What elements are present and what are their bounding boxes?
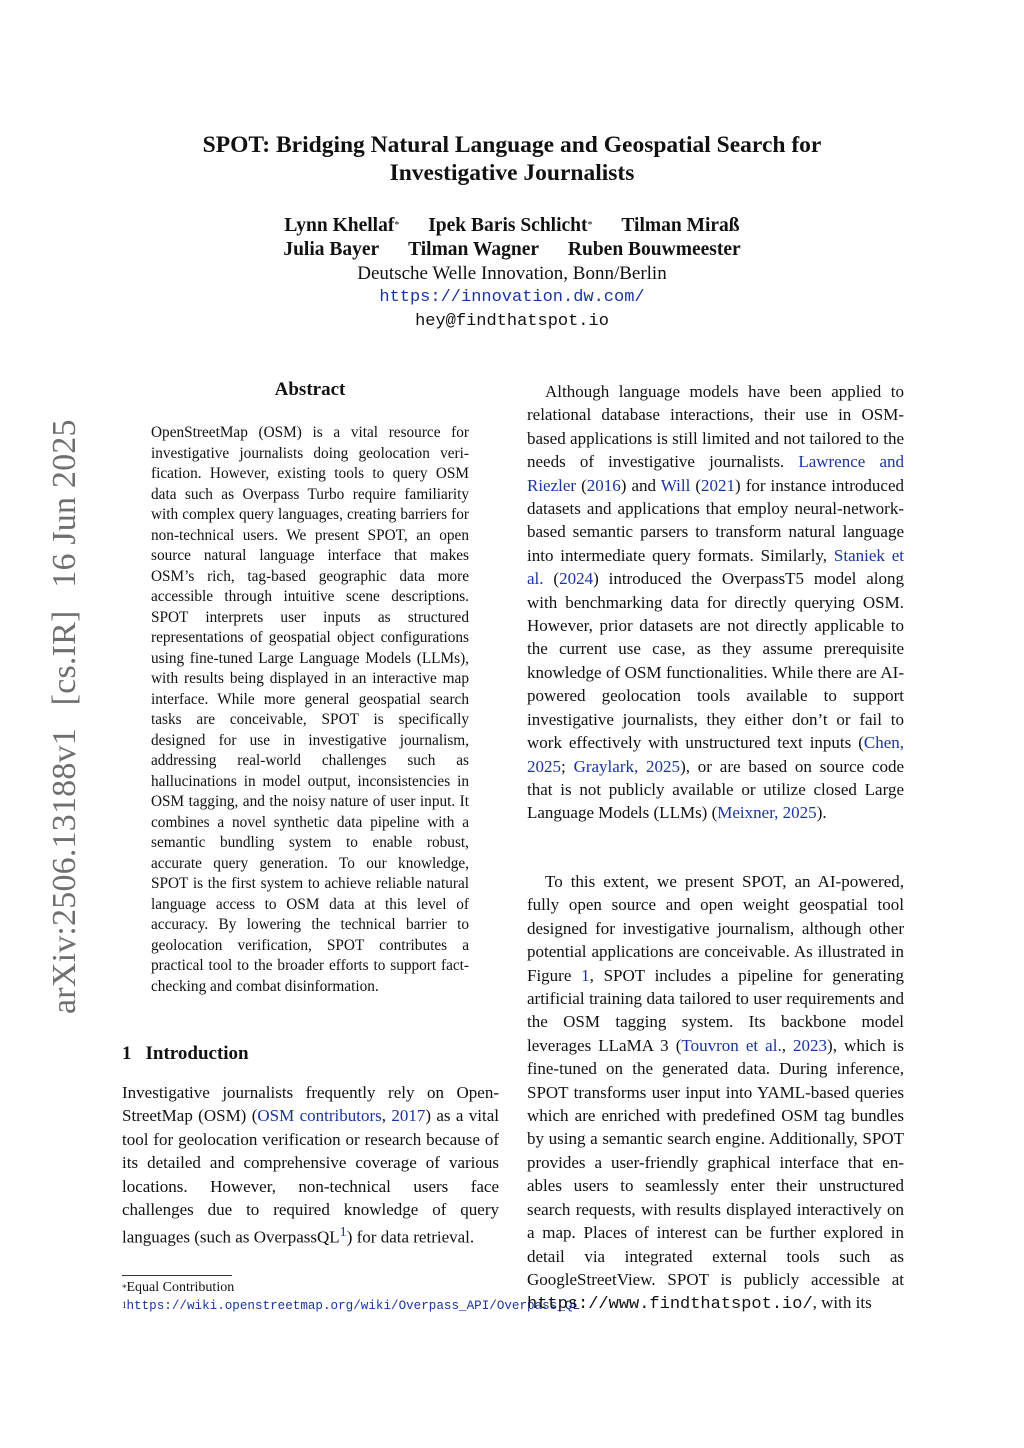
footnote-url-link[interactable]: https://wiki.openstreetmap.org/wiki/Overpass_API/Overpass_QL (126, 1299, 580, 1313)
citation-link[interactable]: 2021 (701, 475, 736, 495)
arxiv-id: arXiv:2506.13188v1 (46, 728, 83, 1014)
arxiv-identifier-stamp (46, 414, 84, 1014)
spot-overview-paragraph: To this extent, we present SPOT, an AI-powered, fully open source and open weight geospatial tool designed for investigative journalism, although other potential applications are conceivable. As illustrated in Figure 1, SPOT includes a pipeline for generating artificial training data tailored to user requirements and the OSM tagging system. Its backbone model leverages LLaMA 3 (Touvron et al., 2023), which is fine-tuned on the generated data. During inference, SPOT transforms user input into YAML-based queries which are enriched with predefined OSM tag bundles by using a semantic search engine. Additionally, SPOT provides a user-friendly graphical interface that enables users to seamlessly enter their unstructured search requests, with results displayed interactively on a map. Places of interest can be further explored in detail via integrated external tools such as GoogleStreetView. SPOT is publicly accessible at https://www.findthatspot.io/, with its (527, 872, 905, 1315)
affiliation-url-link[interactable]: https://innovation.dw.com/ (379, 288, 645, 307)
footnote-ref-link[interactable]: 1 (339, 1224, 347, 1241)
author-row-2 (120, 238, 904, 262)
citation-link[interactable]: 2024 (559, 569, 594, 589)
citation-link[interactable]: Staniek et al. (527, 545, 905, 589)
related-work-paragraph: Although language models have been applied to relational database interactions, their use in OSM-based applications is still limited and not tailored to the needs of investigative journalists. Lawrence and Riezler (2016) and Will (2021) for instance introduced datasets and applications that employ neural-network-based semantic parsers to transform natural language into intermediate query formats. Similarly, Staniek et al. (2024) introduced the OverpassT5 model along with benchmarking data for directly querying OSM. However, prior datasets are not directly applicable to the current use case, as they assume prerequisite knowledge of OSM functionalities. While there are AI-powered geolocation tools available to support investigative journalists, they either don’t or fail to work effectively with unstructured text inputs (Chen, 2025; Graylark, 2025), or are based on source code that is not publicly available or utilize closed Large Language Models (LLMs) (Meixner, 2025). (527, 382, 905, 823)
section-number: 1 (122, 1043, 132, 1064)
citation-link[interactable]: Meixner, 2025 (717, 803, 817, 823)
contact-email: hey@findthatspot.io (415, 312, 609, 331)
arxiv-category: [cs.IR] (46, 610, 83, 706)
citation-link[interactable]: 2023 (793, 1035, 828, 1055)
citation-link[interactable]: OSM contributors (257, 1106, 382, 1126)
footnote-divider (122, 1275, 232, 1276)
citation-link[interactable]: Will (660, 475, 691, 495)
author: Tilman Miraß (621, 215, 740, 236)
affiliation: Deutsche Welle Innovation, Bonn/Berlin (357, 263, 667, 284)
paper-title-line-1: SPOT: Bridging Natural Language and Geospatial Search for (202, 132, 822, 158)
section-heading-introduction (122, 1042, 249, 1066)
author: Lynn Khellaf* (284, 215, 400, 236)
abstract-heading: Abstract (274, 379, 346, 400)
figure-ref-link[interactable]: 1 (581, 965, 590, 985)
author: Ipek Baris Schlicht* (428, 215, 593, 236)
spot-url-link[interactable]: https://www.findthatspot.io/ (527, 1295, 813, 1315)
abstract-body: OpenStreetMap (OSM) is a vital resource for investigative journalists doing geolocation verification. However, existing tools to query OSM data such as Overpass Turbo require familiarity with complex query languages, creating barriers for non-technical users. We present SPOT, an open source natural language interface that makes OSM’s rich, tag-based geographic data more accessible through intuitive scene descriptions. SPOT interprets user inputs as structured representations of geospatial object configurations using fine-tuned Large Language Models (LLMs), with results being displayed in an interactive map interface. While more general geospatial search tasks are conceivable, SPOT is specifically designed for use in investigative journalism, addressing real-world challenges such as hallucinations in model output, inconsistencies in OSM tagging, and the noisy nature of user input. It combines a novel synthetic data pipeline with a semantic bundling system to enable robust, accurate query generation. To our knowledge, SPOT is the first system to achieve reliable natural language access to OSM data at this level of accuracy. By lowering the technical barrier to geolocation verification, SPOT contributes a practical tool to the broader efforts to support fact-checking and combat disinformation. (151, 424, 469, 995)
paper-title (120, 131, 904, 187)
citation-link[interactable]: Graylark, 2025 (573, 756, 681, 776)
author: Tilman Wagner (408, 239, 540, 260)
paper-title-line-2: Investigative Journalists (389, 160, 635, 186)
section-title: Introduction (145, 1043, 249, 1064)
citation-link[interactable]: Lawrence and Riezler (527, 452, 904, 495)
footnote-equal-contribution: *Equal Contribution (122, 1280, 235, 1295)
citation-link[interactable]: Chen, 2025 (527, 733, 904, 776)
citation-link[interactable]: 2017 (391, 1106, 426, 1126)
citation-link[interactable]: Touvron et al. (681, 1035, 782, 1055)
citation-link[interactable]: 2016 (586, 475, 621, 495)
author-row-1 (120, 214, 904, 238)
arxiv-date: 16 Jun 2025 (46, 419, 83, 588)
introduction-paragraph: Investigative journalists frequently rely on OpenStreetMap (OSM) (OSM contributors, 2017) as a vital tool for geolocation verification or research because of its detailed and comprehensive coverage of various locations. However, non-technical users face challenges due to required knowledge of query languages (such as OverpassQL$^1$) for data retrieval. (122, 1083, 499, 1248)
author: Ruben Bouwmeester (567, 239, 741, 260)
author: Julia Bayer (283, 239, 380, 260)
footnote-overpass-url: $^1$https://wiki.openstreetmap.org/wiki/Overpass_API/Overpass_QL (122, 1299, 580, 1313)
